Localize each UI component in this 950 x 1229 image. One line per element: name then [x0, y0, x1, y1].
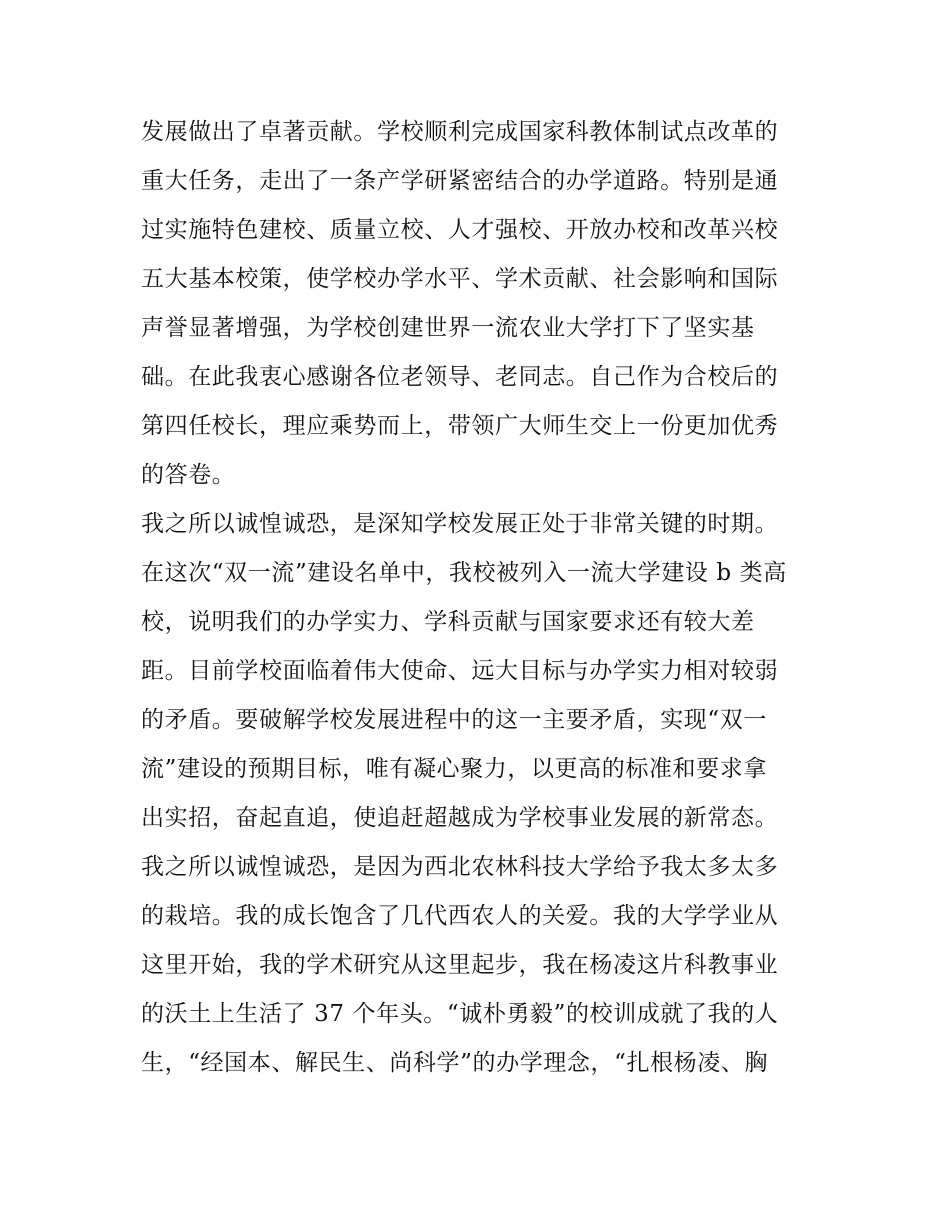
text-line: 的沃土上生活了 37 个年头。“诚朴勇毅”的校训成就了我的人 — [141, 1001, 779, 1027]
text-line: 校，说明我们的办学实力、学科贡献与国家要求还有较大差 — [141, 609, 755, 635]
text-line: 生，“经国本、解民生、尚科学”的办学理念，“扎根杨凌、胸 — [141, 1050, 769, 1076]
text-line: 的答卷。 — [141, 462, 236, 488]
text-line: 的栽培。我的成长饱含了几代西农人的关爱。我的大学学业从 — [141, 903, 779, 929]
text-line: 五大基本校策，使学校办学水平、学术贡献、社会影响和国际 — [141, 266, 779, 292]
text-line: 流”建设的预期目标，唯有凝心聚力，以更高的标准和要求拿 — [141, 756, 767, 782]
text-line: 出实招，奋起直追，使追赶超越成为学校事业发展的新常态。 — [141, 805, 779, 831]
text-line: 过实施特色建校、质量立校、人才强校、开放办校和改革兴校 — [141, 217, 779, 243]
text-line: 第四任校长，理应乘势而上，带领广大师生交上一份更加优秀 — [141, 413, 779, 439]
text-line: 的矛盾。要破解学校发展进程中的这一主要矛盾，实现“双一 — [141, 707, 767, 733]
text-line: 发展做出了卓著贡献。学校顺利完成国家科教体制试点改革的 — [141, 119, 779, 145]
text-line: 这里开始，我的学术研究从这里起步，我在杨凌这片科教事业 — [141, 952, 779, 978]
text-line: 重大任务，走出了一条产学研紧密结合的办学道路。特别是通 — [141, 168, 779, 194]
text-line: 我之所以诚惶诚恐，是因为西北农林科技大学给予我太多太多 — [141, 854, 779, 880]
document-body — [141, 108, 821, 1088]
text-line: 距。目前学校面临着伟大使命、远大目标与办学实力相对较弱 — [141, 658, 779, 684]
text-line: 在这次“双一流”建设名单中，我校被列入一流大学建设 b 类高 — [141, 560, 787, 586]
text-line: 础。在此我衷心感谢各位老领导、老同志。自己作为合校后的 — [141, 364, 779, 390]
text-line: 声誉显著增强，为学校创建世界一流农业大学打下了坚实基 — [141, 315, 755, 341]
text-line: 我之所以诚惶诚恐，是深知学校发展正处于非常关键的时期。 — [141, 511, 779, 537]
